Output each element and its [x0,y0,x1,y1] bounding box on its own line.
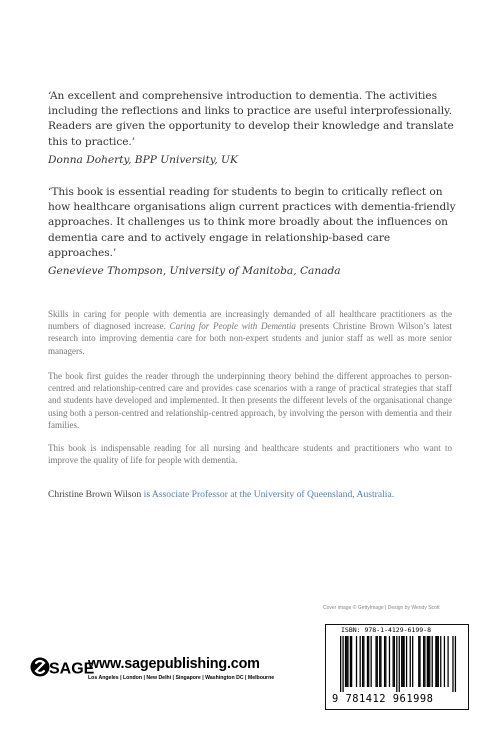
description-text: presents Christine Brown Wilson’s latest research into improving dementia care for both non-expert students and junior staff as well as more senior managers. [48,321,452,356]
barcode-bar [427,636,428,687]
quote-text: ‘This book is essential reading for students to begin to critically reflect on how healthcare organisations align current practices with dementia-friendly approaches. It challenges us to think more broadly about the influences on dementia care and to actively engage in relationship-based care approaches.’ [48,186,456,259]
isbn-label: ISBN: 978-1-4129-6199-8 [341,626,432,634]
barcode-bar [447,636,448,687]
testimonial-quote-2 [48,185,458,279]
barcode-bar [375,636,376,687]
barcode-bar [377,636,378,687]
barcode-bar [389,636,390,687]
barcode-bar [367,636,368,687]
barcode-bar [394,636,395,687]
sage-logo-icon [30,654,95,680]
barcode-bar [346,636,347,687]
barcode-bar [342,636,343,692]
quote-author: Genevieve Thompson, University of Manitoba, Canada [48,265,341,278]
barcode-bar [436,636,437,687]
barcode-bar [455,636,456,692]
barcode-bar [429,636,430,687]
sage-logo-text: SAGE [49,660,95,678]
cover-credit: Cover image © GettyImage | Design by Wendy Scott [323,605,440,611]
barcode-bar [440,636,441,687]
barcode-bar [419,636,420,687]
description-paragraph-1 [48,308,452,357]
description-paragraph-2: The book first guides the reader through the underpinning theory behind the different approaches to person-centred and relationship-centred care and provides case scenarios with a range of practical strategies that staff and students have developed and implemented. It then presents the different levels of the organisational change using both a person-centred and relationship-centred approach, by involving the person with dementia and their families. [48,371,452,430]
barcode-bar [379,636,380,687]
barcode-bar [384,636,385,687]
description-text: Skills in caring for people with dementia are increasingly demanded of all healthcare practitioners as the numbers of diagnosed increase. [48,309,452,332]
barcode-bar [402,636,403,687]
barcode-bar [410,636,411,687]
barcode-bar [362,636,363,687]
barcode-bar [360,636,361,687]
book-title: Caring for People with Dementia [169,321,296,332]
barcode-bar [401,636,402,687]
barcode-bar [356,636,357,687]
barcode-bar [345,636,346,687]
barcode-bar [444,636,445,687]
barcode-bar [393,636,394,687]
barcode-bar [350,636,351,687]
barcode-bar [396,636,397,692]
barcode-icon [340,636,456,692]
barcode-bar [452,636,453,692]
barcode-bar [412,636,413,687]
description-paragraph-3: This book is indispensable reading for all nursing and healthcare students and practitioners who want to improve the quality of life for people with dementia. [48,443,452,466]
barcode-bar [435,636,436,687]
barcode-bar [406,636,407,687]
quote-text: ‘An excellent and comprehensive introduction to dementia. The activities including the reflections and links to practice are useful interprofessionally. Readers are given the opportunity to develop their knowledge and translate this to practice.’ [48,90,454,148]
publisher-cities: Los Angeles | London | New Delhi | Singapore | Washington DC | Melbourne [88,675,275,681]
barcode-bar [423,636,424,687]
barcode-bar [340,636,341,692]
barcode-bar [347,636,348,687]
barcode-bar [380,636,381,687]
barcode-bar [432,636,433,687]
barcode-bar [399,636,400,692]
testimonial-quote-1 [48,89,458,168]
author-bio-text: is Associate Professor at the University of Queensland, Australia. [141,489,395,500]
barcode-bar [438,636,439,687]
quote-author: Donna Doherty, BPP University, UK [48,153,238,166]
barcode-bar [385,636,386,687]
publisher-url: www.sagepublishing.com [88,656,260,672]
barcode-bar [351,636,352,687]
barcode-bar [363,636,364,687]
barcode-bar [424,636,425,687]
author-bio [48,488,468,501]
barcode-bar [428,636,429,687]
barcode-bar [418,636,419,687]
barcode-bar [371,636,372,687]
ean-digits: 9 781412 961998 [332,693,434,705]
barcode-bar [368,636,369,687]
barcode-bar [403,636,404,687]
author-name: Christine Brown Wilson [48,489,142,500]
